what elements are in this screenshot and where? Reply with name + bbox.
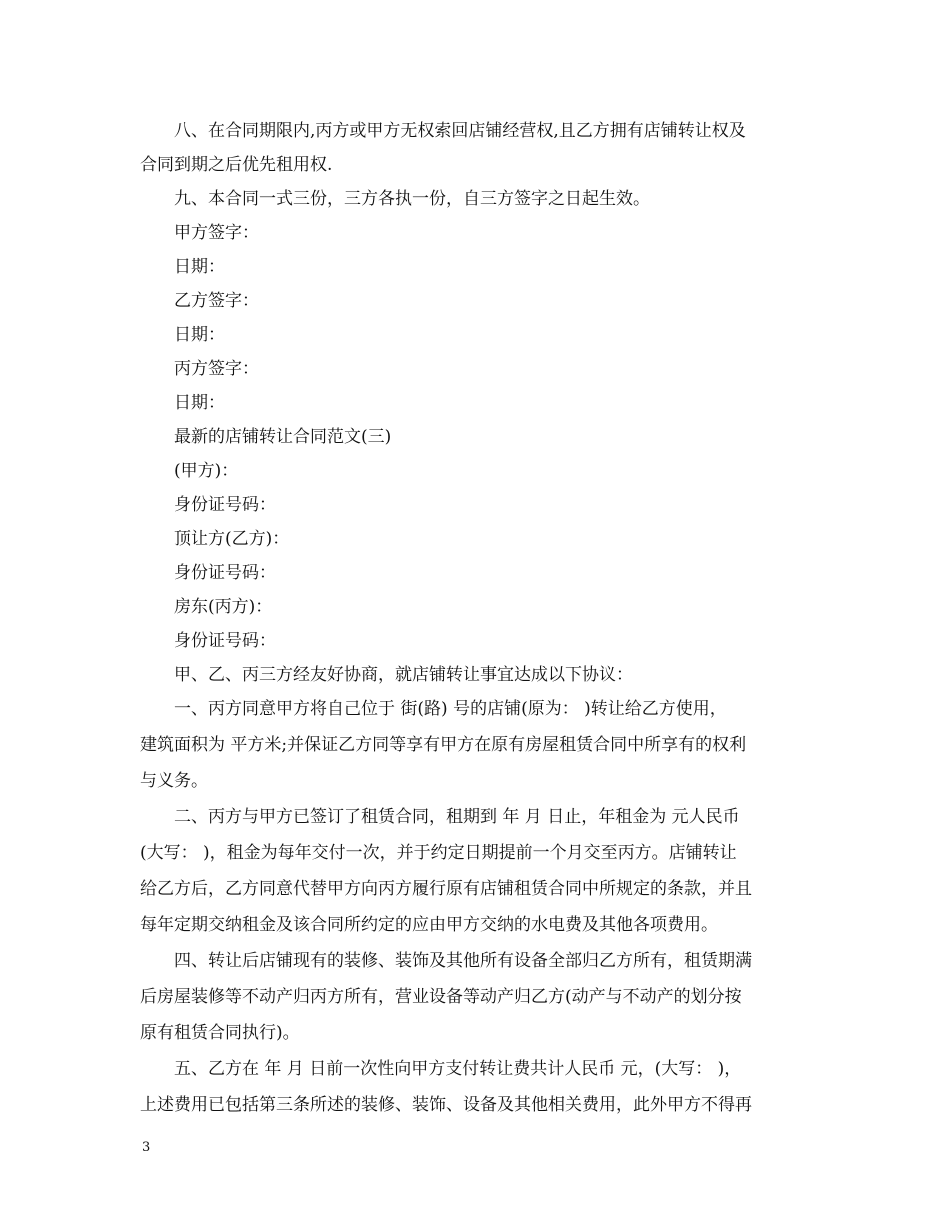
text-line: 五、乙方在 年 月 日前一次性向甲方支付转让费共计人民币 元，(大写： )， — [174, 1059, 742, 1079]
text-line: 二、丙方与甲方已签订了租赁合同，租期到 年 月 日止，年租金为 元人民币 — [174, 807, 740, 827]
text-line: 后房屋装修等不动产归丙方所有，营业设备等动产归乙方(动产与不动产的划分按 — [140, 987, 742, 1007]
text-line: 建筑面积为 平方米;并保证乙方同等享有甲方在原有房屋租赁合同中所享有的权利 — [140, 735, 747, 755]
text-line: 日期： — [174, 325, 225, 345]
text-line: 身份证号码： — [174, 631, 276, 651]
text-line: (大写： )，租金为每年交付一次，并于约定日期提前一个月交至丙方。店铺转让 — [140, 843, 737, 863]
text-line: 房东(丙方)： — [174, 597, 273, 617]
text-line: 甲、乙、丙三方经友好协商，就店铺转让事宜达成以下协议： — [174, 665, 633, 685]
text-line: 四、转让后店铺现有的装修、装饰及其他所有设备全部归乙方所有，租赁期满 — [174, 951, 752, 971]
text-line: 甲方签字： — [174, 223, 259, 243]
text-line: 丙方签字： — [174, 359, 259, 379]
text-line: 乙方签字： — [174, 291, 259, 311]
text-line: 原有租赁合同执行)。 — [140, 1023, 300, 1043]
text-line: 八、在合同期限内,丙方或甲方无权索回店铺经营权,且乙方拥有店铺转让权及 — [174, 121, 746, 141]
page-number: 3 — [142, 1140, 151, 1155]
text-line: 身份证号码： — [174, 495, 276, 515]
text-line: 九、本合同一式三份，三方各执一份，自三方签字之日起生效。 — [174, 189, 650, 209]
text-line: 一、丙方同意甲方将自己位于 街(路) 号的店铺(原为： )转让给乙方使用， — [174, 699, 727, 719]
text-line: 给乙方后，乙方同意代替甲方向丙方履行原有店铺租赁合同中所规定的条款，并且 — [140, 879, 752, 899]
text-line: 每年定期交纳租金及该合同所约定的应由甲方交纳的水电费及其他各项费用。 — [140, 915, 718, 935]
text-line: 身份证号码： — [174, 563, 276, 583]
text-line: (甲方)： — [174, 461, 239, 481]
text-line: 顶让方(乙方)： — [174, 529, 290, 549]
text-line: 上述费用已包括第三条所述的装修、装饰、设备及其他相关费用，此外甲方不得再 — [140, 1095, 752, 1115]
section-heading: 最新的店铺转让合同范文(三) — [174, 427, 392, 447]
text-line: 合同到期之后优先租用权. — [140, 155, 333, 175]
text-line: 与义务。 — [140, 771, 208, 791]
text-line: 日期： — [174, 393, 225, 413]
text-line: 日期： — [174, 257, 225, 277]
